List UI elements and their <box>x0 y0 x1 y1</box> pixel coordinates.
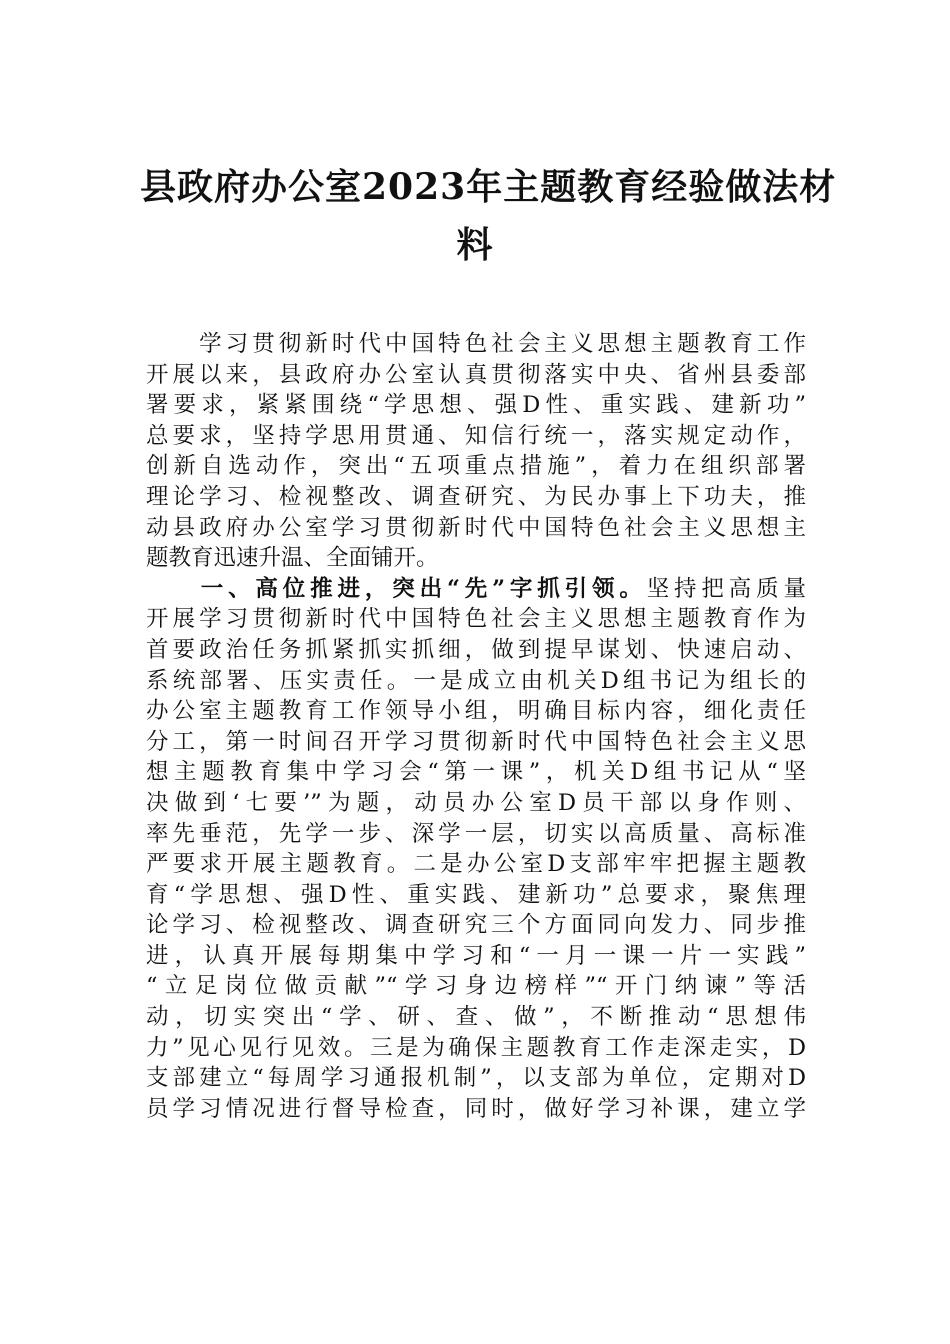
paragraph-line: 动县政府办公室学习贯彻新时代中国特色社会主义思想主 <box>146 514 806 541</box>
section-heading-rest: 坚持把高质量 <box>646 575 806 602</box>
paragraph-line: 学习贯彻新时代中国特色社会主义思想主题教育工作 <box>146 331 806 357</box>
paragraph-line: 员学习情况进行督导检查，同时，做好学习补课，建立学 <box>146 1095 806 1122</box>
paragraph-intro <box>146 329 806 574</box>
title-line-2: 料 <box>456 224 494 266</box>
paragraph-line: 题教育迅速升温、全面铺开。 <box>146 545 439 572</box>
paragraph-line: 开展以来，县政府办公室认真贯彻落实中央、省州县委部 <box>146 361 806 388</box>
document-title <box>140 158 837 274</box>
paragraph-section-1 <box>146 574 806 1125</box>
paragraph-line: 决做到‘七要’”为题，动员办公室D员干部以身作则、 <box>146 789 806 816</box>
paragraph-line: 署要求，紧紧围绕“学思想、强D性、重实践、建新功” <box>146 392 806 419</box>
paragraph-line: 办公室主题教育工作领导小组，明确目标内容，细化责任 <box>146 698 806 725</box>
paragraph-line: 育“学思想、强D性、重实践、建新功”总要求，聚焦理 <box>146 881 806 908</box>
paragraph-line: 进，认真开展每期集中学习和“一月一课一片一实践” <box>146 942 806 969</box>
paragraph-line: 力”见心见行见效。三是为确保主题教育工作走深走实，D <box>146 1034 806 1061</box>
document-body <box>146 329 806 1124</box>
paragraph-line: 动，切实突出“学、研、查、做”，不断推动“思想伟 <box>146 1004 806 1031</box>
paragraph-line: 创新自选动作，突出“五项重点措施”，着力在组织部署 <box>146 453 806 480</box>
paragraph-line: 率先垂范，先学一步、深学一层，切实以高质量、高标准 <box>146 820 806 847</box>
section-heading: 一、高位推进，突出“先”字抓引领。 <box>146 575 647 602</box>
paragraph-line: 严要求开展主题教育。二是办公室D支部牢牢把握主题教 <box>146 851 806 878</box>
paragraph-line: 想主题教育集中学习会“第一课”，机关D组书记从“坚 <box>146 759 806 786</box>
paragraph-line: 论学习、检视整改、调查研究三个方面同向发力、同步推 <box>146 912 806 939</box>
paragraph-line: 总要求，坚持学思用贯通、知信行统一，落实规定动作， <box>146 422 806 449</box>
title-line-1: 县政府办公室2023年主题教育经验做法材 <box>140 166 837 208</box>
paragraph-line: 分工，第一时间召开学习贯彻新时代中国特色社会主义思 <box>146 728 806 755</box>
section-heading-line <box>146 574 806 605</box>
paragraph-line: 首要政治任务抓紧抓实抓细，做到提早谋划、快速启动、 <box>146 636 806 663</box>
paragraph-line: 支部建立“每周学习通报机制”，以支部为单位，定期对D <box>146 1065 806 1092</box>
paragraph-line: 开展学习贯彻新时代中国特色社会主义思想主题教育作为 <box>146 606 806 633</box>
paragraph-line: 系统部署、压实责任。一是成立由机关D组书记为组长的 <box>146 667 806 694</box>
paragraph-line: 理论学习、检视整改、调查研究、为民办事上下功夫，推 <box>146 483 806 510</box>
paragraph-line: “立足岗位做贡献”“学习身边榜样”“开门纳谏”等活 <box>146 973 806 1000</box>
